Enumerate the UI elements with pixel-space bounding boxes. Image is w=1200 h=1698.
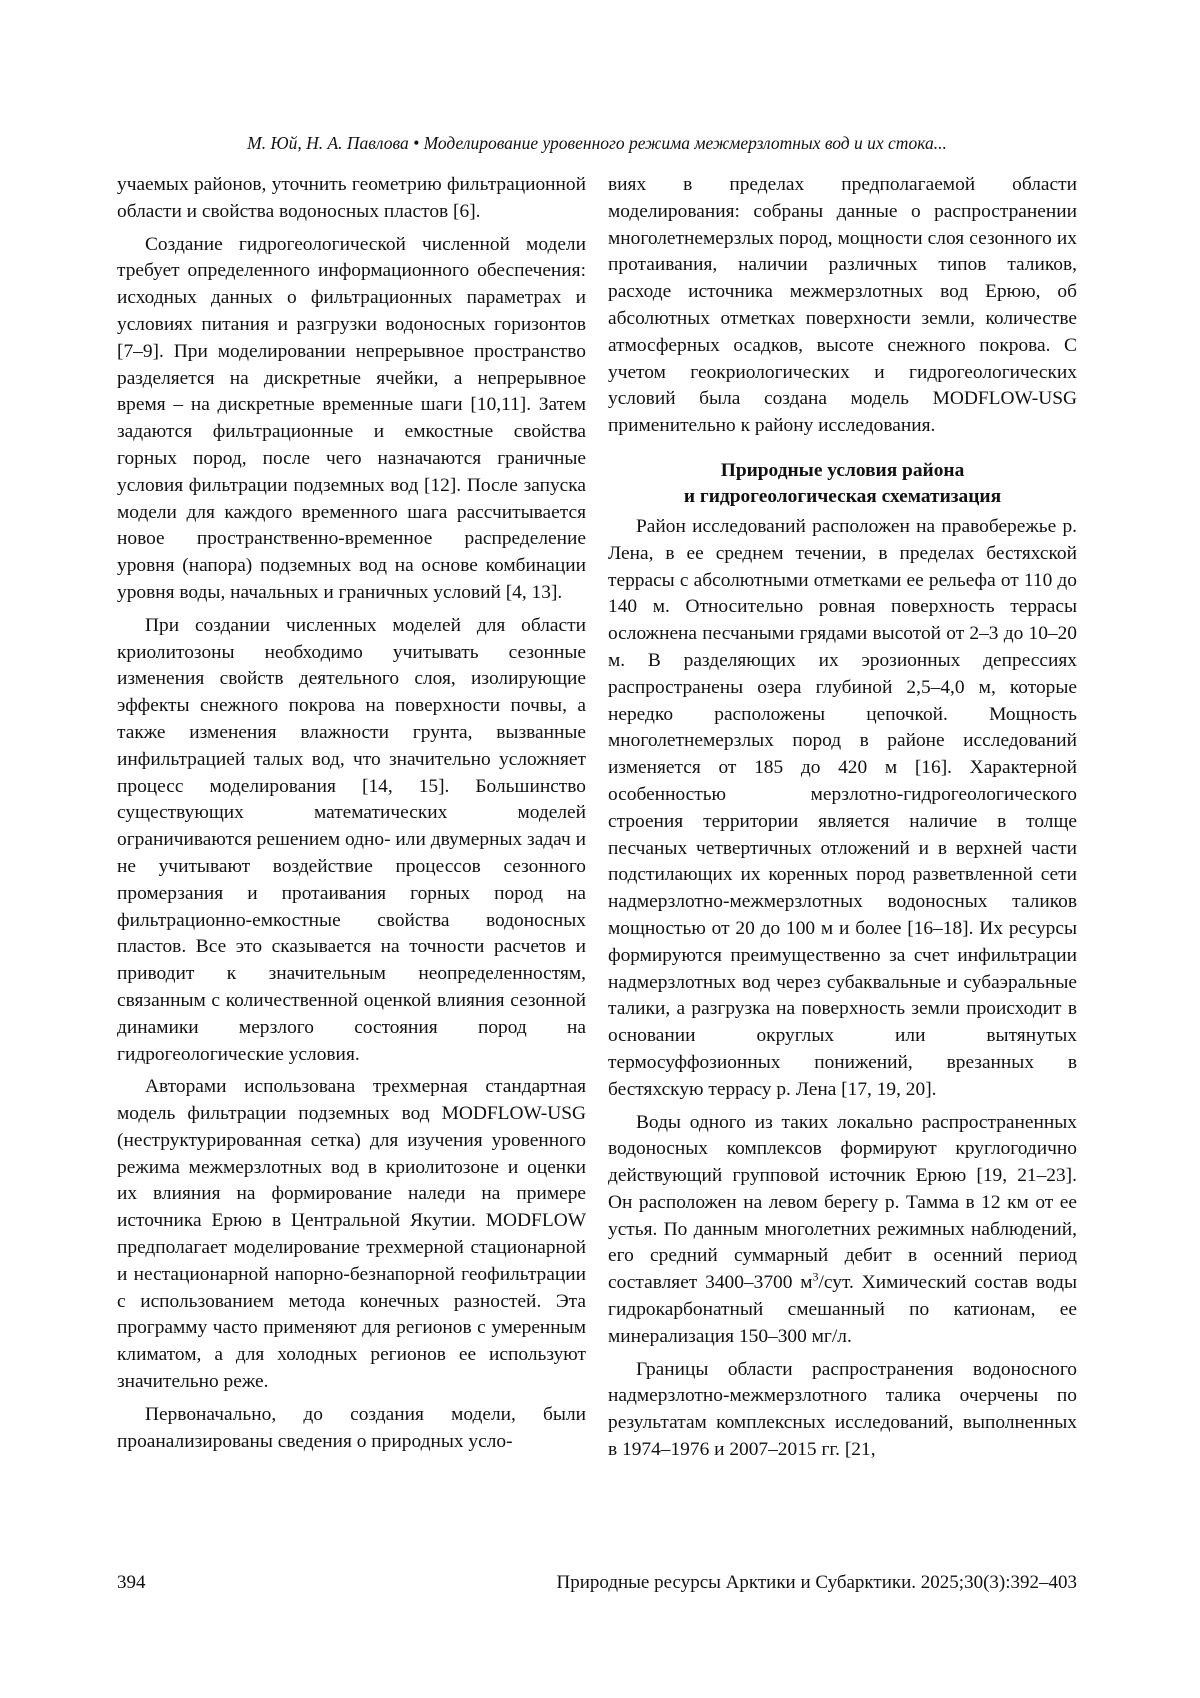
paragraph: виях в пределах предполагаемой области моделирования: собраны данные о распространении многолетнемерзлых пород, мощности слоя сезонного их протаивания, наличии различных типов таликов, расходе источника межмерзлотных вод Ерюю, об абсолютных отметках поверхности земли, количестве атмосферных осадков, высоте снежного покрова. С учетом геокриологических и гидрогеологических условий была создана модель MODFLOW-USG применительно к району исследования.: [608, 174, 1077, 437]
paragraph: учаемых районов, уточнить геометрию фильтрационной области и свойства водоносных пластов [6].: [117, 174, 586, 222]
section-heading-line: и гидрогеологическая схематизация: [683, 485, 1002, 507]
paragraph: Первоначально, до создания модели, были проанализированы сведения о природных усло-: [117, 1403, 586, 1452]
superscript: 3: [812, 1269, 819, 1284]
page-footer: [117, 1572, 1077, 1594]
paragraph: Район исследований расположен на правобережье р. Лена, в ее среднем течении, в пределах бестяхской террасы с абсолютными отметками ее рельефа от 110 до 140 м. Относительно ровная поверхность террасы осложнена песчаными грядами высотой от 2–3 до 10–20 м. В разделяющих их эрозионных депрессиях распространены озера глубиной 2,5–4,0 м, которые нередко расположены цепочкой. Мощность многолетнемерзлых пород в районе исследований изменяется от 185 до 420 м [16]. Характерной особенностью мерзлотно-гидрогеологического строения территории является наличие в толще песчаных четвертичных отложений и в верхней части подстилающих их коренных пород разветвленной сети надмерзлотно-межмерзлотных водоносных таликов мощностью от 20 до 100 м и более [16–18]. Их ресурсы формируются преимущественно за счет инфильтрации надмерзлотных вод через субаквальные и субаэральные талики, а разгрузка на поверхность земли происходит в основании округлых или вытянутых термосуффозионных понижений, врезанных в бестяхскую террасу р. Лена [17, 19, 20].: [608, 515, 1077, 1100]
paragraph: [608, 1110, 1077, 1351]
right-column: [608, 172, 1077, 1470]
text-run: Воды одного из таких локально распространенных водоносных комплексов формируют круглогодично действующий групповой источник Ерюю [19, 21–23]. Он расположен на левом берегу р. Тамма в 12 км от ее устья. По данным многолетних режимных наблюдений, его средний суммарный дебит в осенний период составляет 3400–3700 м: [608, 1111, 1077, 1294]
text-run: /сут. Химический состав воды гидрокарбонатный смешанный по катионам, ее минерализация 150–300 мг/л.: [608, 1272, 1077, 1347]
running-header: М. Юй, Н. А. Павлова • Моделирование уровенного режима межмерзлотных вод и их стока...: [247, 133, 947, 153]
paragraph: Создание гидрогеологической численной модели требует определенного информационного обеспечения: исходных данных о фильтрационных параметрах и условиях питания и разгрузки водоносных горизонтов [7–9]. При моделировании непрерывное пространство разделяется на дискретные ячейки, а непрерывное время – на дискретные временные шаги [10,11]. Затем задаются фильтрационные и емкостные свойства горных пород, после чего назначаются граничные условия фильтрации подземных вод [12]. После запуска модели для каждого временного шага рассчитывается новое пространственно-временное распределение уровня (напора) подземных вод на основе комбинации уровня воды, начальных и граничных условий [4, 13].: [117, 233, 586, 603]
body-columns: [117, 172, 1077, 1470]
section-heading: [608, 458, 1077, 510]
page-number: 394: [117, 1572, 146, 1593]
journal-citation: Природные ресурсы Арктики и Субарктики. 2025;30(3):392–403: [556, 1572, 1077, 1593]
left-column: [117, 172, 586, 1470]
paragraph: При создании численных моделей для области криолитозоны необходимо учитывать сезонные изменения свойств деятельного слоя, изолирующие эффекты снежного покрова на поверхности почвы, а также изменения влажности грунта, вызванные инфильтрацией талых вод, что значительно усложняет процесс моделирования [14, 15]. Большинство существующих математических моделей ограничиваются решением одно- или двумерных задач и не учитывают воздействие процессов сезонного промерзания и протаивания горных пород на фильтрационно-емкостные свойства водоносных пластов. Все это сказывается на точности расчетов и приводит к значительным неопределенностям, связанным с количественной оценкой влияния сезонной динамики мерзлого состояния пород на гидрогеологические условия.: [117, 614, 586, 1065]
section-heading-line: Природные условия района: [720, 459, 965, 481]
paragraph: Границы области распространения водоносного надмерзлотно-межмерзлотного талика очерчены по результатам комплексных исследований, выполненных в 1974–1976 и 2007–2015 гг. [21,: [608, 1358, 1077, 1461]
paragraph: Авторами использована трехмерная стандартная модель фильтрации подземных вод MODFLOW-USG (неструктурированная сетка) для изучения уровенного режима межмерзлотных вод в криолитозоне и оценки их влияния на формирование наледи на примере источника Ерюю в Центральной Якутии. MODFLOW предполагает моделирование трехмерной стационарной и нестационарной напорно-безнапорной геофильтрации с использованием метода конечных разностей. Эта программу часто применяют для регионов с умеренным климатом, а для холодных регионов ее используют значительно реже.: [117, 1076, 586, 1393]
